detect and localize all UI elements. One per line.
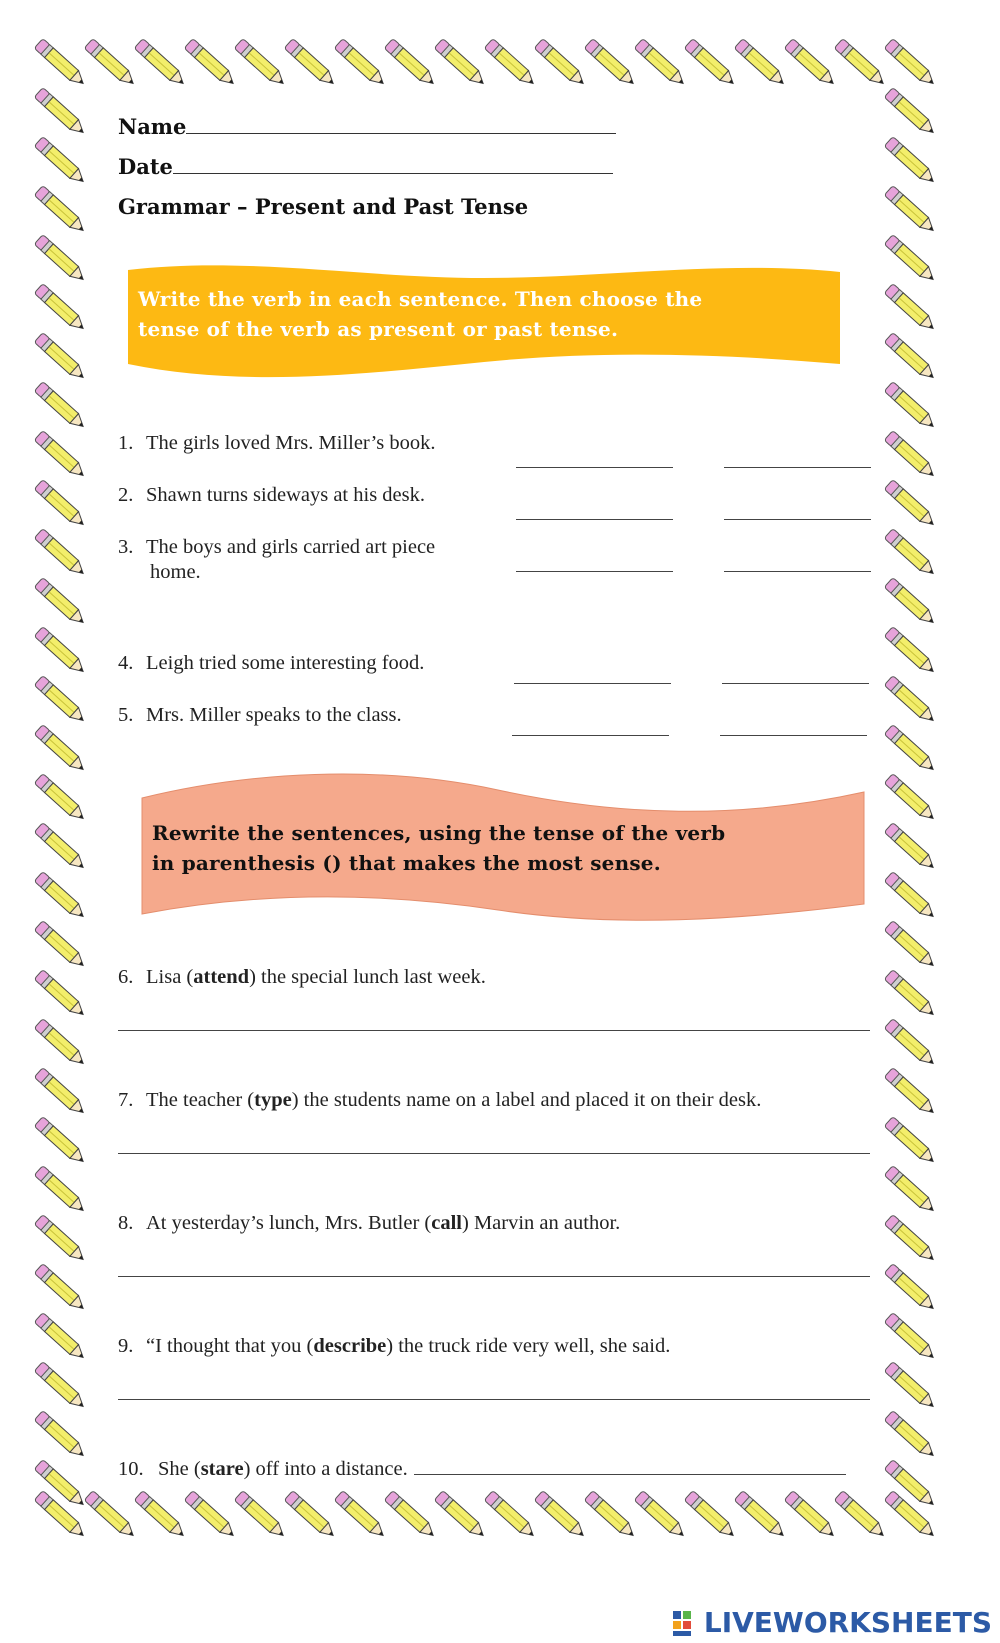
pencil-icon	[34, 185, 87, 235]
pencil-icon	[134, 38, 187, 88]
instruction-banner-2	[138, 770, 866, 930]
item-1-tense-blank[interactable]	[724, 467, 871, 468]
pencil-icon	[734, 38, 787, 88]
date-label: Date	[118, 154, 173, 179]
item-8-verb: call	[431, 1212, 462, 1234]
item-3-continuation: home.	[150, 561, 201, 583]
pencil-icon	[34, 1214, 87, 1264]
item-4: 4. Leigh tried some interesting food.	[118, 652, 425, 674]
liveworksheets-logo-icon	[672, 1608, 702, 1638]
pencil-icon	[34, 724, 87, 774]
instruction-1-line-1: Write the verb in each sentence. Then choose the	[138, 287, 703, 311]
pencil-icon	[884, 479, 937, 529]
pencil-icon	[884, 283, 937, 333]
pencil-icon	[534, 38, 587, 88]
pencil-icon	[884, 969, 937, 1019]
item-7-answer-line[interactable]	[118, 1153, 870, 1154]
pencil-icon	[684, 1490, 737, 1540]
pencil-icon	[884, 822, 937, 872]
pencil-icon	[884, 87, 937, 137]
item-5-text: Mrs. Miller speaks to the class.	[146, 704, 402, 726]
item-6-verb: attend	[193, 966, 250, 988]
item-8-answer-line[interactable]	[118, 1276, 870, 1277]
instruction-banner-1	[124, 262, 844, 388]
pencil-icon	[34, 626, 87, 676]
pencil-icon	[884, 577, 937, 627]
pencil-icon	[634, 1490, 687, 1540]
item-5-tense-blank[interactable]	[720, 735, 867, 736]
name-row	[118, 114, 616, 139]
brand-text: LIVEWORKSHEETS	[703, 1606, 992, 1639]
pencil-icon	[734, 1490, 787, 1540]
pencil-icon	[84, 1490, 137, 1540]
pencil-icon	[884, 38, 937, 88]
pencil-icon	[34, 1361, 87, 1411]
pencil-icon	[134, 1490, 187, 1540]
item-8: 8. At yesterday’s lunch, Mrs. Butler (call) Marvin an author.	[118, 1212, 621, 1234]
pencil-icon	[34, 1116, 87, 1166]
item-10-verb: stare	[200, 1458, 244, 1480]
pencil-icon	[34, 1312, 87, 1362]
pencil-icon	[284, 38, 337, 88]
pencil-icon	[884, 1018, 937, 1068]
pencil-icon	[334, 1490, 387, 1540]
pencil-icon	[634, 38, 687, 88]
pencil-icon	[34, 1018, 87, 1068]
pencil-icon	[334, 38, 387, 88]
pencil-icon	[34, 38, 87, 88]
pencil-icon	[34, 675, 87, 725]
pencil-icon	[884, 724, 937, 774]
pencil-icon	[884, 381, 937, 431]
pencil-icon	[34, 332, 87, 382]
pencil-icon	[784, 1490, 837, 1540]
pencil-icon	[84, 38, 137, 88]
pencil-icon	[684, 38, 737, 88]
pencil-icon	[34, 136, 87, 186]
pencil-icon	[184, 1490, 237, 1540]
pencil-icon	[34, 283, 87, 333]
pencil-icon	[34, 1165, 87, 1215]
pencil-icon	[884, 1361, 937, 1411]
pencil-icon	[34, 969, 87, 1019]
pencil-icon	[584, 1490, 637, 1540]
pencil-icon	[834, 1490, 887, 1540]
item-4-verb-blank[interactable]	[514, 683, 671, 684]
item-1: 1. The girls loved Mrs. Miller’s book.	[118, 432, 436, 454]
pencil-icon	[34, 1410, 87, 1460]
item-2-verb-blank[interactable]	[516, 519, 673, 520]
pencil-icon	[884, 1116, 937, 1166]
pencil-icon	[34, 577, 87, 627]
date-blank[interactable]	[173, 155, 613, 174]
pencil-icon	[34, 822, 87, 872]
instruction-1	[138, 284, 702, 344]
pencil-icon	[884, 920, 937, 970]
pencil-icon	[384, 38, 437, 88]
item-2-text: Shawn turns sideways at his desk.	[146, 484, 426, 506]
pencil-icon	[34, 430, 87, 480]
pencil-icon	[884, 332, 937, 382]
instruction-2-line-2: in parenthesis () that makes the most sense.	[152, 851, 661, 875]
liveworksheets-brand	[672, 1606, 992, 1639]
pencil-icon	[884, 430, 937, 480]
pencil-icon	[884, 136, 937, 186]
item-6: 6. Lisa (attend) the special lunch last week.	[118, 966, 486, 988]
pencil-icon	[884, 1263, 937, 1313]
pencil-icon	[884, 773, 937, 823]
pencil-icon	[584, 38, 637, 88]
pencil-icon	[34, 1263, 87, 1313]
pencil-icon	[884, 871, 937, 921]
item-3: 3. The boys and girls carried art piece home.	[118, 536, 436, 583]
pencil-icon	[484, 1490, 537, 1540]
pencil-icon	[34, 234, 87, 284]
pencil-icon	[34, 773, 87, 823]
pencil-icon	[884, 528, 937, 578]
pencil-icon	[34, 528, 87, 578]
pencil-icon	[34, 1067, 87, 1117]
pencil-icon	[884, 1165, 937, 1215]
pencil-icon	[234, 38, 287, 88]
name-blank[interactable]	[186, 115, 616, 134]
pencil-icon	[884, 1214, 937, 1264]
item-2: 2. Shawn turns sideways at his desk.	[118, 484, 426, 506]
item-5: 5. Mrs. Miller speaks to the class.	[118, 704, 402, 726]
item-3-verb-blank[interactable]	[516, 571, 673, 572]
pencil-icon	[884, 234, 937, 284]
pencil-icon	[284, 1490, 337, 1540]
item-10-answer-blank[interactable]	[414, 1474, 846, 1475]
item-3-text: The boys and girls carried art piece	[146, 536, 436, 558]
pencil-icon	[784, 38, 837, 88]
pencil-icon	[884, 1410, 937, 1460]
pencil-icon	[434, 1490, 487, 1540]
pencil-icon	[184, 38, 237, 88]
pencil-icon	[434, 38, 487, 88]
pencil-icon	[34, 871, 87, 921]
instruction-1-line-2: tense of the verb as present or past tense.	[138, 317, 619, 341]
pencil-icon	[34, 479, 87, 529]
pencil-icon	[234, 1490, 287, 1540]
pencil-icon	[834, 38, 887, 88]
item-4-tense-blank[interactable]	[722, 683, 869, 684]
item-9-verb: describe	[313, 1335, 387, 1357]
item-4-text: Leigh tried some interesting food.	[146, 652, 425, 674]
item-1-text: The girls loved Mrs. Miller’s book.	[146, 432, 436, 454]
item-2-tense-blank[interactable]	[724, 519, 871, 520]
pencil-icon	[884, 185, 937, 235]
item-6-answer-line[interactable]	[118, 1030, 870, 1031]
item-10: 10. She (stare) off into a distance.	[118, 1458, 846, 1481]
pencil-icon	[384, 1490, 437, 1540]
pencil-icon	[34, 381, 87, 431]
item-3-tense-blank[interactable]	[724, 571, 871, 572]
item-7-verb: type	[254, 1089, 292, 1111]
item-9: 9. “I thought that you (describe) the truck ride very well, she said.	[118, 1335, 671, 1357]
item-5-verb-blank[interactable]	[512, 735, 669, 736]
pencil-icon	[884, 626, 937, 676]
pencil-icon	[484, 38, 537, 88]
item-1-verb-blank[interactable]	[516, 467, 673, 468]
pencil-icon	[34, 87, 87, 137]
worksheet-title: Grammar – Present and Past Tense	[118, 194, 529, 219]
pencil-icon	[34, 920, 87, 970]
instruction-2-line-1: Rewrite the sentences, using the tense of the verb	[152, 821, 726, 845]
pencil-icon	[884, 675, 937, 725]
item-7: 7. The teacher (type) the students name on a label and placed it on their desk.	[118, 1089, 762, 1111]
name-label: Name	[118, 114, 187, 139]
pencil-icon	[884, 1067, 937, 1117]
instruction-2	[152, 818, 725, 878]
item-9-answer-line[interactable]	[118, 1399, 870, 1400]
pencil-icon	[534, 1490, 587, 1540]
date-row	[118, 154, 613, 179]
pencil-icon	[884, 1312, 937, 1362]
